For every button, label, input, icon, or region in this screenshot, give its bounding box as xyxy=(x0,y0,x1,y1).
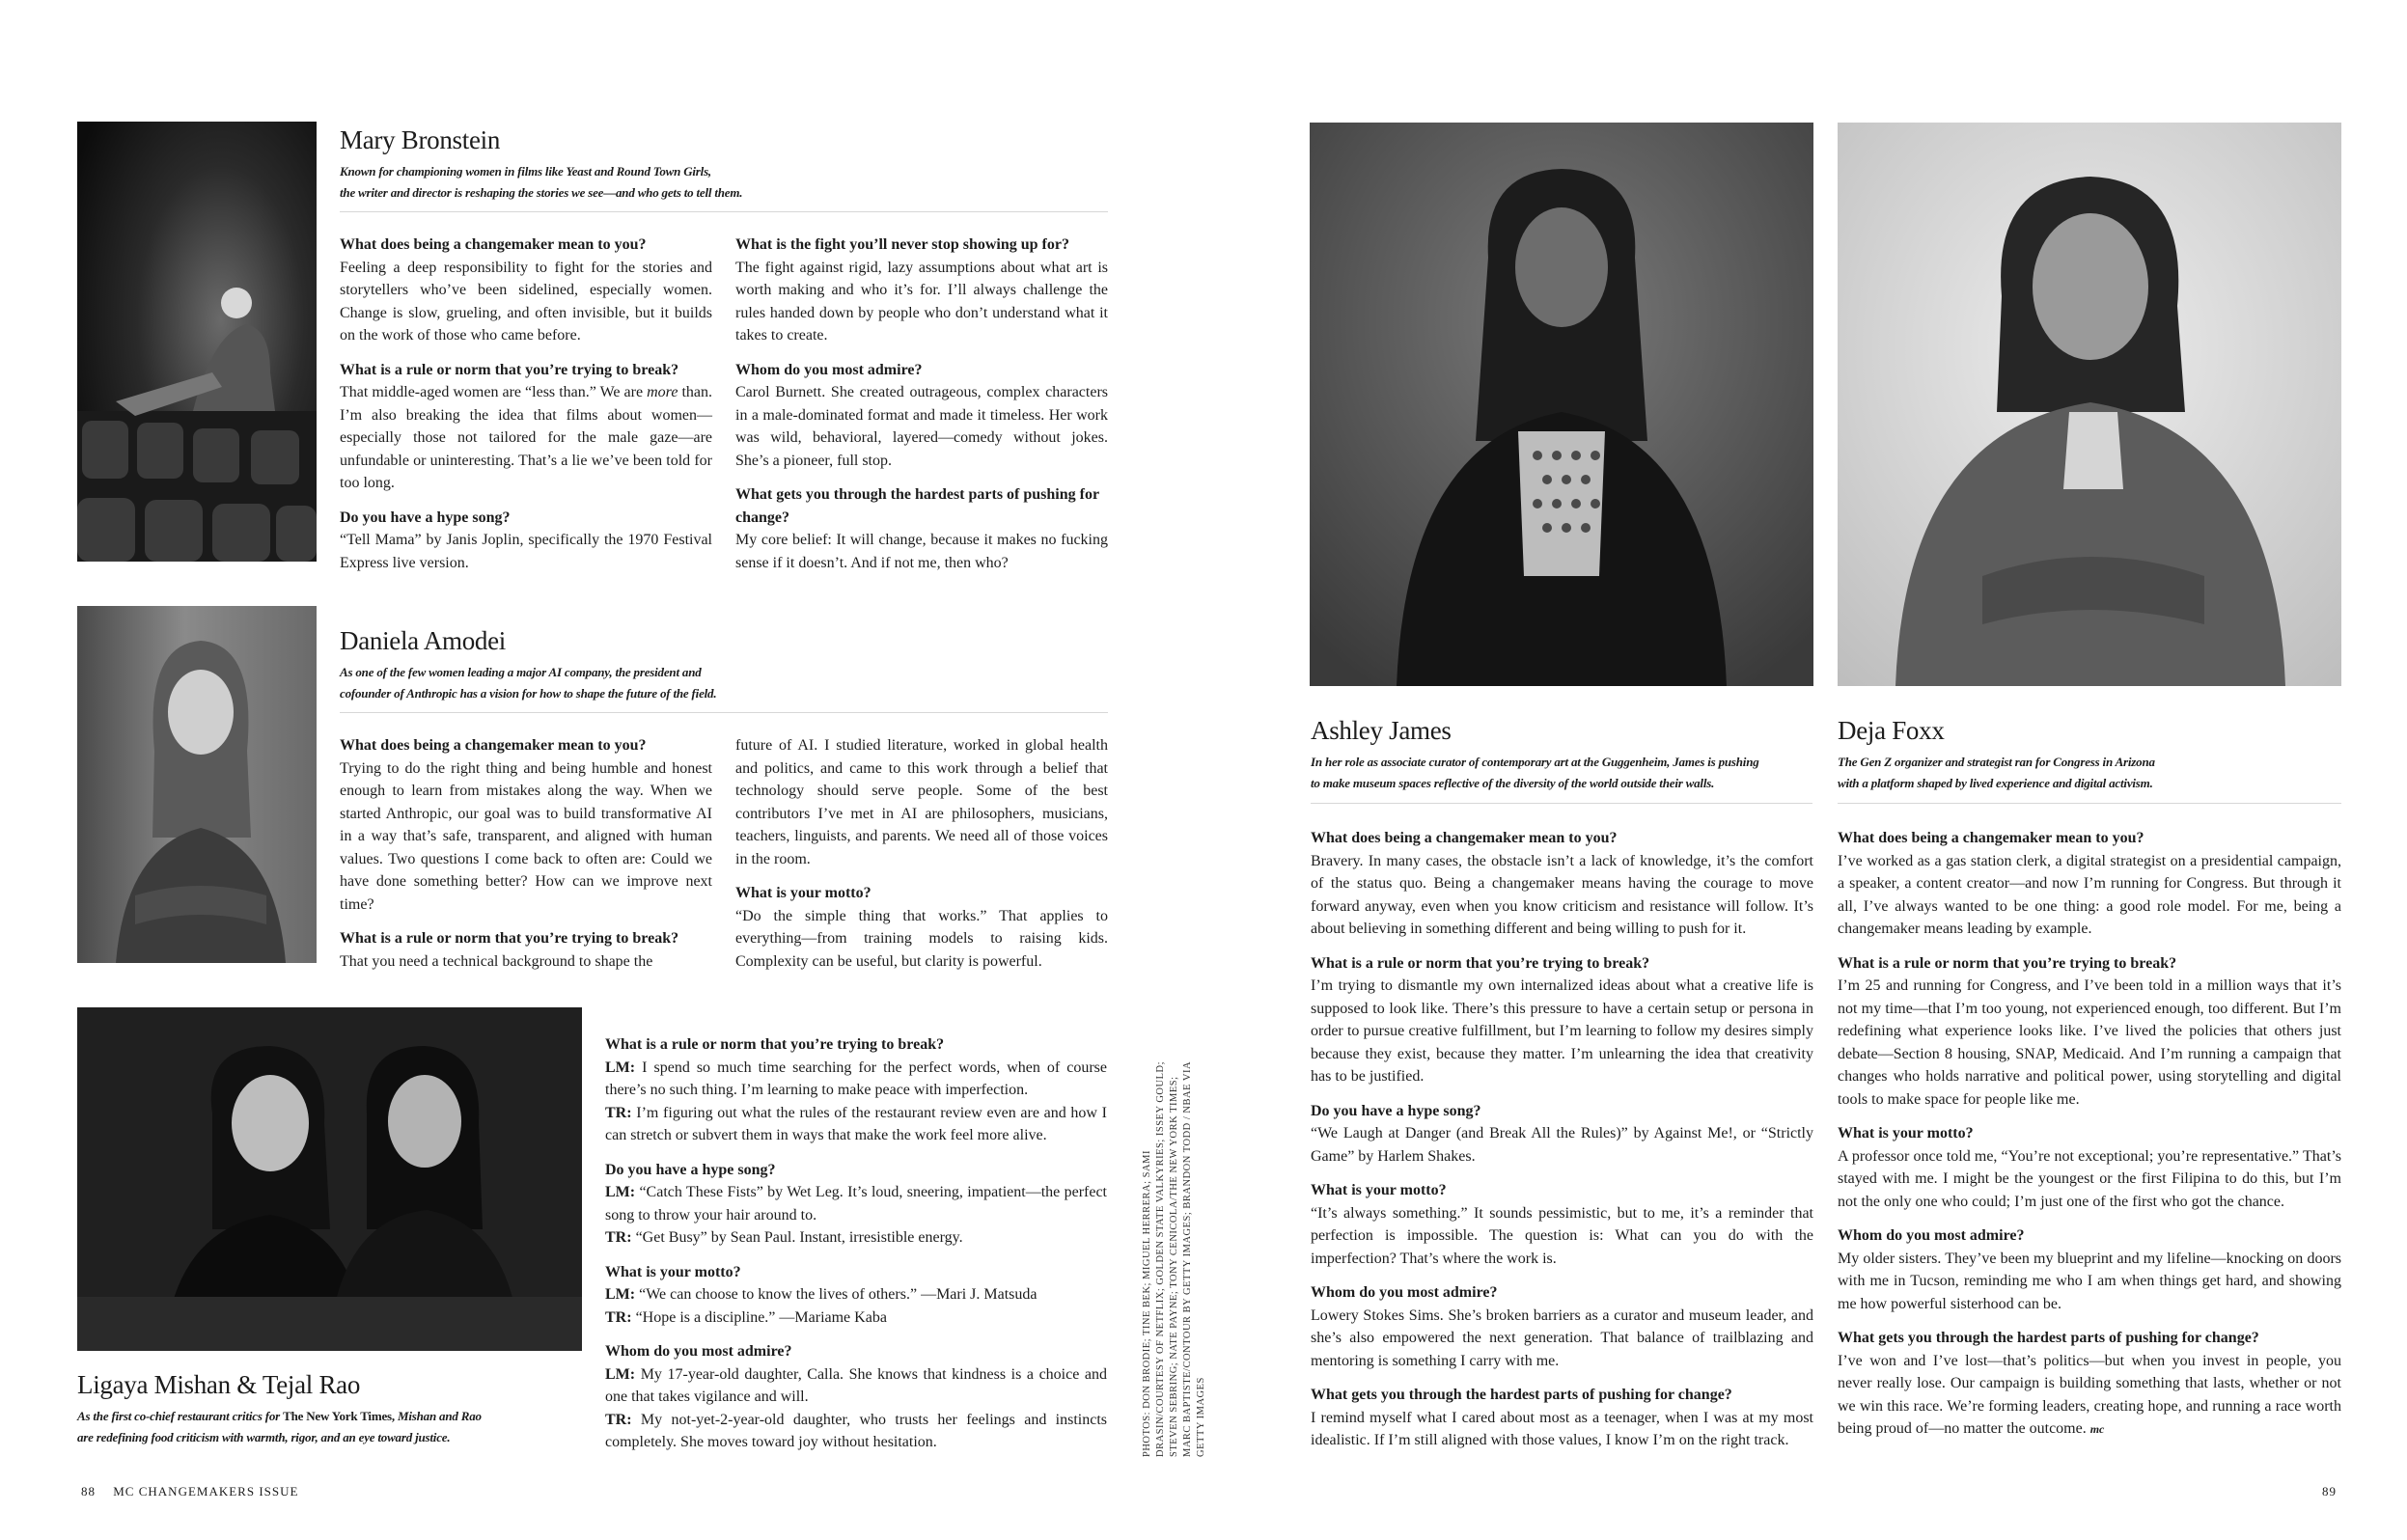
deck-line xyxy=(77,1406,618,1427)
mishan-rao-column xyxy=(605,1033,1107,1454)
footer-left xyxy=(81,1484,298,1499)
answer-text: “We can choose to know the lives of others.” —Mari J. Matsuda xyxy=(639,1286,1038,1303)
lm-answer xyxy=(605,1181,1107,1226)
mary-bronstein-photo xyxy=(77,122,317,562)
deck-line: cofounder of Anthropic has a vision for how to shape the future of the field. xyxy=(340,686,717,701)
deck-line: In her role as associate curator of contemporary art at the Guggenheim, James is pushing xyxy=(1311,755,1759,769)
question: What does being a changemaker mean to you? xyxy=(1311,830,1618,846)
answer-emphasis: more xyxy=(647,384,678,400)
deck-publication: The New York Times, xyxy=(283,1409,395,1423)
speaker-tr: TR: xyxy=(605,1308,632,1326)
magazine-title: MC CHANGEMAKERS ISSUE xyxy=(113,1484,299,1499)
answer-text: I’m figuring out what the rules of the restaurant review even are and how I can stretch or subvert them in ways that make the work feel more alive. xyxy=(605,1104,1108,1143)
mishan-rao-name: Ligaya Mishan & Tejal Rao xyxy=(77,1370,361,1399)
answer-text: than. I’m also breaking the idea that films about women—especially those not tailored for the male gaze—are unfundable or uninteresting. That’s a lie we’ve been told for too long. xyxy=(340,384,713,491)
mishan-rao-header xyxy=(77,1372,618,1448)
deck-text: Mishan and Rao xyxy=(394,1409,482,1423)
footer-right xyxy=(2322,1484,2337,1499)
mary-bronstein-header xyxy=(340,127,1112,204)
answer-text: I spend so much time searching for the perfect words, when of course there’s no such thing. I’m learning to make peace with imperfection. xyxy=(605,1059,1108,1098)
answer-text: My not-yet-2-year-old daughter, who trusts her feelings and instincts completely. She moves toward joy without hesitation. xyxy=(605,1411,1108,1450)
question: What is the fight you’ll never stop showing up for? xyxy=(735,236,1069,253)
speaker-tr: TR: xyxy=(605,1411,632,1428)
question: What is a rule or norm that you’re trying to break? xyxy=(340,361,679,378)
lm-answer xyxy=(605,1283,1107,1306)
question: Do you have a hype song? xyxy=(605,1161,776,1178)
daniela-amodei-photo xyxy=(77,606,317,963)
mary-bronstein-deck xyxy=(340,161,1112,204)
answer-text: My 17-year-old daughter, Calla. She knows that kindness is a choice and one that takes vigilance and will. xyxy=(605,1365,1107,1405)
deck-line: with a platform shaped by lived experience and digital activism. xyxy=(1838,776,2153,790)
answer xyxy=(340,381,712,495)
tr-answer xyxy=(605,1102,1107,1147)
speaker-lm: LM: xyxy=(605,1365,636,1383)
answer: Carol Burnett. She created outrageous, complex characters in a male-dominated format and made it timeless. Her work was wild, behavioral, layered—comedy without jokes. She’s a pioneer, full stop. xyxy=(735,384,1108,469)
deck-line: are redefining food criticism with warmth, rigor, and an eye toward justice. xyxy=(77,1430,451,1444)
speaker-lm: LM: xyxy=(605,1184,636,1200)
deck-text: As the first co-chief restaurant critics for xyxy=(77,1409,284,1423)
question: What is your motto? xyxy=(605,1263,741,1280)
mary-column-right xyxy=(735,234,1108,574)
end-mark: mc xyxy=(2089,1422,2105,1436)
question: What gets you through the hardest parts of pushing for change? xyxy=(735,486,1099,526)
answer xyxy=(1838,1350,2341,1442)
mary-bronstein-name: Mary Bronstein xyxy=(340,125,501,154)
answer: “Do the simple thing that works.” That applies to everything—from training models to raising kids. Complexity can be useful, but clarity is powerful. xyxy=(735,907,1108,970)
answer: I remind myself what I cared about most as a teenager, when I was at my most idealistic. If I’m still aligned with those values, I know I’m on the right track. xyxy=(1311,1409,1813,1448)
question: What gets you through the hardest parts of pushing for change? xyxy=(1838,1330,2259,1346)
ashley-james-photo xyxy=(1310,123,1813,686)
question: What is a rule or norm that you’re trying to break? xyxy=(605,1036,945,1053)
deck-line: As one of the few women leading a major AI company, the president and xyxy=(340,665,702,679)
answer-text: That middle-aged women are “less than.” We are xyxy=(340,384,648,400)
answer: That you need a technical background to shape the xyxy=(340,952,653,970)
daniela-amodei-header xyxy=(340,628,1112,704)
speaker-tr: TR: xyxy=(605,1229,632,1246)
question: What does being a changemaker mean to you? xyxy=(1838,830,2144,846)
deja-divider xyxy=(1838,803,2341,804)
question: What is your motto? xyxy=(1311,1182,1447,1198)
question: Whom do you most admire? xyxy=(1838,1227,2025,1244)
question: What does being a changemaker mean to you? xyxy=(340,236,647,253)
question: What is your motto? xyxy=(735,885,872,901)
tr-answer xyxy=(605,1409,1107,1454)
answer: Lowery Stokes Sims. She’s broken barriers as a curator and museum leader, and she’s also empowered the next generation. That balance of trailblazing and mentoring is something I carry with me. xyxy=(1311,1306,1813,1369)
ashley-divider xyxy=(1311,803,1812,804)
deja-foxx-header xyxy=(1838,718,2349,794)
lm-answer xyxy=(605,1363,1107,1409)
answer-text: “Catch These Fists” by Wet Leg. It’s loud, sneering, impatient—the perfect song to throw your hair around to. xyxy=(605,1184,1107,1224)
deja-foxx-name: Deja Foxx xyxy=(1838,716,1945,745)
daniela-column-right xyxy=(735,734,1108,973)
tr-answer xyxy=(605,1226,1107,1250)
question: What gets you through the hardest parts of pushing for change? xyxy=(1311,1387,1732,1403)
tr-answer xyxy=(605,1306,1107,1330)
deja-column xyxy=(1838,827,2341,1442)
question: What is a rule or norm that you’re trying to break? xyxy=(1838,954,2177,972)
answer: “We Laugh at Danger (and Break All the Rules)” by Against Me!, or “Strictly Game” by Harlem Shakes. xyxy=(1311,1125,1813,1165)
page-number-left: 88 xyxy=(81,1484,96,1499)
photo-credit: PHOTOS: DON BRODIE; TINE BEK; MIGUEL HERRERA; SAMI DRASIN/COURTESY OF NETFLIX; GOLDEN STATE VALKYRIES; ISSEY GOULD; STEVEN SEBRING; NATE PAYNE; TONY CENICOLA/THE NEW YORK TIMES; MARC BAPTISTE/CONTOUR BY GETTY IMAGES; BRANDON TODD / NBAE VIA GETTY IMAGES xyxy=(1142,1061,1206,1457)
question: Whom do you most admire? xyxy=(1311,1284,1498,1301)
mishan-rao-photo xyxy=(77,1007,582,1351)
deja-foxx-photo xyxy=(1838,123,2341,686)
answer: “It’s always something.” It sounds pessimistic, but to me, it’s a reminder that perfection is impossible. The question is: What can you do with the imperfection? That’s where the work is. xyxy=(1311,1204,1813,1267)
answer: My older sisters. They’ve been my blueprint and my lifeline—knocking on doors with me in Tucson, reminding me who I am when things get hard, and showing me how powerful sisterhood can be. xyxy=(1838,1250,2341,1312)
answer: “Tell Mama” by Janis Joplin, specifically the 1970 Festival Express live version. xyxy=(340,532,712,571)
question: Do you have a hype song? xyxy=(1311,1102,1481,1119)
ashley-james-name: Ashley James xyxy=(1311,716,1452,745)
daniela-amodei-deck xyxy=(340,662,1112,704)
ashley-james-deck xyxy=(1311,752,1822,794)
question: Whom do you most admire? xyxy=(735,361,923,378)
question: What is your motto? xyxy=(1838,1125,1974,1141)
answer: I’ve worked as a gas station clerk, a digital strategist on a presidential campaign, a speaker, a content creator—and now I’m running for Congress. But through it all, I’ve always wanted to be one thing: a good role model. For me, being a changemaker means leading by example. xyxy=(1838,852,2341,937)
answer: The fight against rigid, lazy assumptions about what art is worth making and who it’s for. I’ll always challenge the rules handed down by people who don’t understand what it takes to create. xyxy=(735,259,1108,344)
deck-line: the writer and director is reshaping the stories we see—and who gets to tell them. xyxy=(340,185,743,200)
answer: A professor once told me, “You’re not exceptional; you’re representative.” That’s stayed with me. I might be the youngest or the first Filipina to do this, but I’m not the only one who could; I’m just one of the first who got the chance. xyxy=(1838,1147,2341,1210)
speaker-lm: LM: xyxy=(605,1286,636,1303)
speaker-tr: TR: xyxy=(605,1104,632,1121)
deck-line: Known for championing women in films like Yeast and Round Town Girls, xyxy=(340,164,711,179)
answer: future of AI. I studied literature, worked in global health and politics, and came to this work through a belief that technology should serve people. Some of the best contributors I’ve met in AI are philosophers, musicians, teachers, linguists, and parents. We need all of those voices in the room. xyxy=(735,737,1108,867)
answer: I’m trying to dismantle my own internalized ideas about what a creative life is supposed to look like. There’s this pressure to have a certain setup or persona in order to pursue creative fulfillment, but I’m learning to follow my desires simply because they exist, because they matter. I’m unlearning the idea that creativity has to be justified. xyxy=(1311,977,1813,1085)
question: What does being a changemaker mean to you? xyxy=(340,737,647,754)
answer-text: “Get Busy” by Sean Paul. Instant, irresistible energy. xyxy=(635,1229,963,1246)
mary-column-left xyxy=(340,234,712,574)
deja-foxx-deck xyxy=(1838,752,2349,794)
deck-line: The Gen Z organizer and strategist ran for Congress in Arizona xyxy=(1838,755,2155,769)
mary-divider xyxy=(340,211,1108,212)
ashley-james-header xyxy=(1311,718,1822,794)
question: Do you have a hype song? xyxy=(340,509,511,526)
ashley-column xyxy=(1311,827,1813,1452)
answer: My core belief: It will change, because it makes no fucking sense if it doesn’t. And if not me, then who? xyxy=(735,532,1108,571)
mishan-rao-deck xyxy=(77,1406,618,1448)
answer: Feeling a deep responsibility to fight for the stories and storytellers who’ve been sidelined, especially women. Change is slow, grueling, and often invisible, but it builds on the work of those who came before. xyxy=(340,259,712,344)
daniela-amodei-name: Daniela Amodei xyxy=(340,626,506,655)
question: What is a rule or norm that you’re trying to break? xyxy=(340,930,679,947)
answer-text: I’ve won and I’ve lost—that’s politics—but when you invest in people, you never really lose. Our campaign is building something that lasts, whether or not we win this race. We’re forming leaders, creating hope, and running a race worth being proud of—no matter the outcome. xyxy=(1838,1352,2341,1437)
page-number-right: 89 xyxy=(2322,1484,2337,1499)
answer: I’m 25 and running for Congress, and I’ve been told in a million ways that it’s not my time—that I’m too young, not experienced enough, too different. But I’m redefining what experience looks like. I’ve lived the policies that others just debate—Section 8 housing, SNAP, Medicaid. And I’m running a campaign that changes who holds narrative and political power, using storytelling and digital tools to make space for people like me. xyxy=(1838,977,2341,1108)
answer: Bravery. In many cases, the obstacle isn’t a lack of knowledge, it’s the comfort of the status quo. Being a changemaker means having the courage to move forward anyway, even when you know criticism and resistance will follow. It’s about believing in something different and being willing to push for it. xyxy=(1311,852,1813,937)
daniela-divider xyxy=(340,712,1108,713)
question: Whom do you most admire? xyxy=(605,1343,792,1360)
speaker-lm: LM: xyxy=(605,1059,636,1076)
question: What is a rule or norm that you’re trying to break? xyxy=(1311,954,1650,972)
daniela-column-left xyxy=(340,734,712,973)
lm-answer xyxy=(605,1057,1107,1102)
answer: Trying to do the right thing and being humble and honest enough to learn from mistakes along the way. When we started Anthropic, our goal was to build transformative AI in a way that’s safe, transparent, and aligned with human values. Two questions I come back to often are: Could we have done something better? How can we improve next time? xyxy=(340,759,712,913)
deck-line: to make museum spaces reflective of the diversity of the world outside their walls. xyxy=(1311,776,1715,790)
answer-text: “Hope is a discipline.” —Mariame Kaba xyxy=(635,1308,887,1326)
